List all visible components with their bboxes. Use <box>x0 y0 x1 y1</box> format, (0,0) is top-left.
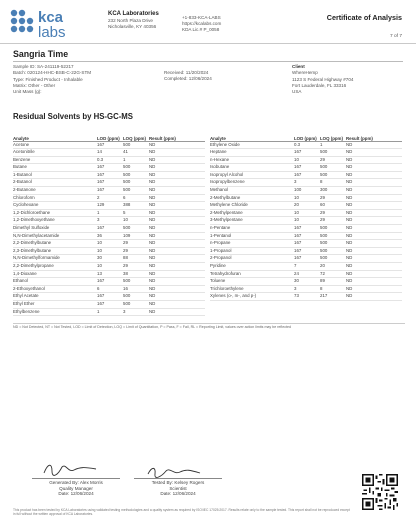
lod-cell: 73 <box>294 293 320 301</box>
result-cell: ND <box>346 187 402 195</box>
table-row <box>13 171 205 179</box>
lod-cell: 10 <box>97 247 123 255</box>
loq-cell: 29 <box>320 209 346 217</box>
lod-cell: 0.3 <box>294 141 320 149</box>
analyte-cell: 2-Propanol <box>210 255 294 263</box>
table-row <box>210 293 402 301</box>
result-cell: ND <box>149 278 205 286</box>
analyte-cell: Isobutane <box>210 164 294 172</box>
table-row <box>210 263 402 271</box>
divider <box>13 61 403 62</box>
table-row <box>13 308 205 316</box>
analyte-cell: n-Hexane <box>210 156 294 164</box>
table-row <box>210 255 402 263</box>
table-row <box>210 232 402 240</box>
loq-cell: 72 <box>320 270 346 278</box>
lod-cell: 167 <box>294 232 320 240</box>
lab-name: KCA Laboratories <box>108 11 159 17</box>
analyte-cell: 2,2-Dimethylbutane <box>13 240 97 248</box>
loq-cell: 500 <box>320 149 346 157</box>
result-cell: ND <box>149 270 205 278</box>
signature-date-1: Date: 12/06/2024 <box>58 491 94 497</box>
result-cell: ND <box>346 232 402 240</box>
result-cell: ND <box>346 156 402 164</box>
batch: Batch: 020124-HHC-BSB-C-22G-STM <box>13 70 92 76</box>
lod-cell: 3 <box>294 285 320 293</box>
document-title: Certificate of Analysis <box>326 13 402 22</box>
lab-license: KDA Lic.# P_0058 <box>182 27 220 32</box>
loq-cell: 6 <box>123 194 149 202</box>
loq-cell: 500 <box>320 225 346 233</box>
table-row <box>13 179 205 187</box>
lod-cell: 10 <box>97 240 123 248</box>
result-cell: ND <box>149 156 205 164</box>
loq-cell: 20 <box>320 263 346 271</box>
loq-cell: 500 <box>123 171 149 179</box>
lod-cell: 167 <box>97 293 123 301</box>
signature-image-1 <box>40 461 102 477</box>
tested-by: Tested By: Kelsey Rogers <box>151 480 205 485</box>
result-header: Result (ppm) <box>346 126 402 141</box>
table-row <box>210 209 402 217</box>
table-row <box>210 194 402 202</box>
table-row <box>210 247 402 255</box>
analyte-cell: Ethanol <box>13 278 97 286</box>
lod-cell: 167 <box>97 164 123 172</box>
loq-cell: 89 <box>320 278 346 286</box>
analyte-cell: Dimethyl Sulfoxide <box>13 225 97 233</box>
analyte-cell: 2-Butanone <box>13 187 97 195</box>
loq-cell: 3 <box>123 308 149 316</box>
table-row <box>13 187 205 195</box>
result-cell: ND <box>346 141 402 149</box>
lod-cell: 167 <box>97 179 123 187</box>
signature-image-2 <box>142 463 204 479</box>
analyte-cell: 3-Methylpentane <box>210 217 294 225</box>
analyte-cell: 1,2-Dichloroethane <box>13 209 97 217</box>
result-cell: ND <box>346 225 402 233</box>
lod-cell: 167 <box>97 187 123 195</box>
table-row <box>210 217 402 225</box>
table-header-row <box>13 126 205 141</box>
result-cell: ND <box>149 247 205 255</box>
lod-cell: 3 <box>97 217 123 225</box>
result-cell: ND <box>149 194 205 202</box>
table-row <box>13 232 205 240</box>
svg-text:kca: kca <box>38 9 64 26</box>
result-cell: ND <box>346 293 402 301</box>
table-row <box>13 225 205 233</box>
loq-cell: 29 <box>123 263 149 271</box>
lod-cell: 36 <box>97 232 123 240</box>
table-row <box>13 217 205 225</box>
loq-cell: 8 <box>320 285 346 293</box>
lod-cell: 24 <box>294 270 320 278</box>
result-cell: ND <box>149 225 205 233</box>
table-body-left <box>13 141 205 316</box>
client-address-2: Fort Lauderdale, FL 33316 <box>292 82 347 88</box>
signature-line-1 <box>32 478 120 479</box>
loq-cell: 10 <box>123 217 149 225</box>
lod-cell: 167 <box>294 247 320 255</box>
lod-header: LOD (ppm) <box>97 126 123 141</box>
loq-cell: 109 <box>123 232 149 240</box>
analyte-cell: 1,4-Dioxane <box>13 270 97 278</box>
lod-cell: 3 <box>294 179 320 187</box>
loq-cell: 29 <box>320 217 346 225</box>
loq-cell: 500 <box>320 232 346 240</box>
signer-role-2: Scientist <box>169 485 187 491</box>
result-cell: ND <box>149 209 205 217</box>
loq-cell: 500 <box>320 171 346 179</box>
table-row <box>13 194 205 202</box>
table-row <box>210 278 402 286</box>
legend: ND = Not Detected, NT = Not Tested, LOD = Limit of Detection, LOQ = Limit of Quantitation, P = Pass, F = Fail, RL = Reporting Limit, values over action limits may be reflected <box>13 323 405 329</box>
client-name: WhereHemp <box>292 70 318 76</box>
lod-cell: 167 <box>294 149 320 157</box>
result-cell: ND <box>149 232 205 240</box>
sample-id: Sample ID: SA-241119-52217 <box>13 64 74 69</box>
table-row <box>210 240 402 248</box>
loq-cell: 29 <box>320 156 346 164</box>
result-cell: ND <box>346 171 402 179</box>
loq-cell: 500 <box>123 278 149 286</box>
loq-cell: 60 <box>320 202 346 210</box>
loq-cell: 500 <box>320 255 346 263</box>
unit-mass: Unit Mass (g): <box>13 89 42 95</box>
lod-cell: 10 <box>294 156 320 164</box>
dates <box>164 70 212 83</box>
lod-cell: 2 <box>97 194 123 202</box>
table-row <box>210 202 402 210</box>
lod-cell: 13 <box>97 270 123 278</box>
analyte-cell: Ethyl Acetate <box>13 293 97 301</box>
loq-cell: 388 <box>123 202 149 210</box>
lod-cell: 167 <box>97 300 123 308</box>
result-cell: ND <box>149 141 205 149</box>
loq-cell: 500 <box>123 164 149 172</box>
result-cell: ND <box>149 240 205 248</box>
loq-cell: 500 <box>123 225 149 233</box>
analyte-cell: Butane <box>13 164 97 172</box>
result-header: Result (ppm) <box>149 126 205 141</box>
table-row <box>13 285 205 293</box>
section-title: Residual Solvents by HS-GC-MS <box>13 112 134 121</box>
result-cell: ND <box>346 263 402 271</box>
qr-code[interactable] <box>362 474 398 510</box>
signer-role-1: Quality Manager <box>59 485 93 491</box>
result-cell: ND <box>149 263 205 271</box>
analyte-cell: 2-Ethoxyethanol <box>13 285 97 293</box>
lod-cell: 167 <box>97 141 123 149</box>
lod-cell: 14 <box>97 149 123 157</box>
analyte-cell: 2-Methylbutane <box>210 194 294 202</box>
loq-cell: 500 <box>123 293 149 301</box>
analyte-cell: n-Pentane <box>210 225 294 233</box>
page-number: 7 of 7 <box>389 34 402 39</box>
lod-cell: 30 <box>294 278 320 286</box>
result-cell: ND <box>346 179 402 187</box>
result-cell: ND <box>149 187 205 195</box>
lab-info <box>108 10 159 30</box>
result-cell: ND <box>346 240 402 248</box>
table-row <box>13 164 205 172</box>
table-row <box>13 209 205 217</box>
analyte-cell: 2,2-Dimethylpropane <box>13 263 97 271</box>
loq-cell: 500 <box>123 187 149 195</box>
result-cell: ND <box>346 164 402 172</box>
lod-cell: 1 <box>97 308 123 316</box>
result-cell: ND <box>149 293 205 301</box>
result-cell: ND <box>346 194 402 202</box>
loq-cell: 38 <box>123 270 149 278</box>
client-label: Client <box>292 64 305 69</box>
loq-cell: 500 <box>123 179 149 187</box>
analyte-cell: Methylene Chloride <box>210 202 294 210</box>
lod-cell: 100 <box>294 187 320 195</box>
result-cell: ND <box>346 202 402 210</box>
svg-text:labs: labs <box>38 24 66 39</box>
loq-cell: 29 <box>123 247 149 255</box>
loq-cell: 1 <box>320 141 346 149</box>
analyte-cell: Benzene <box>13 156 97 164</box>
lod-cell: 30 <box>97 255 123 263</box>
result-cell: ND <box>149 149 205 157</box>
analyte-cell: Heptane <box>210 149 294 157</box>
result-cell: ND <box>346 209 402 217</box>
analyte-cell: Ethylbenzene <box>13 308 97 316</box>
table-header-row <box>210 126 402 141</box>
analyte-cell: Ethyl Ether <box>13 300 97 308</box>
analyte-cell: 1-Pentanol <box>210 232 294 240</box>
loq-cell: 300 <box>320 187 346 195</box>
client-country: USA <box>292 89 302 95</box>
table-row <box>13 293 205 301</box>
signature-block-1 <box>32 480 120 497</box>
table-row <box>210 156 402 164</box>
table-row <box>210 141 402 149</box>
table-row <box>210 171 402 179</box>
analyte-cell: Tetrahydrofuran <box>210 270 294 278</box>
loq-cell: 217 <box>320 293 346 301</box>
sample-details <box>13 64 91 95</box>
lod-header: LOD (ppm) <box>294 126 320 141</box>
lod-cell: 10 <box>294 194 320 202</box>
analyte-cell: Isopropyl Alcohol <box>210 171 294 179</box>
loq-cell: 1 <box>123 156 149 164</box>
lod-cell: 7 <box>294 263 320 271</box>
result-cell: ND <box>346 149 402 157</box>
loq-cell: 500 <box>320 240 346 248</box>
disclaimer: This product has been tested by KCA Laboratories using validated testing methodologies and a quality system as required by ISO/IEC 17025:2017. Results relate only to the sample tested. This report shall not be reproduced except in full without the written approval of KCA Laboratories. <box>13 508 350 516</box>
lab-phone: +1-833-KCA-LABS <box>182 15 221 20</box>
analyte-cell: 1,2-Dimethoxyethane <box>13 217 97 225</box>
analyte-cell: 2-Methylpentane <box>210 209 294 217</box>
lod-cell: 10 <box>294 217 320 225</box>
analyte-cell: Chloroform <box>13 194 97 202</box>
lod-cell: 167 <box>294 255 320 263</box>
loq-cell: 500 <box>123 141 149 149</box>
client-address-1: 1123 S Federal Highway #704 <box>292 76 354 82</box>
lod-cell: 1 <box>97 209 123 217</box>
analyte-cell: Ethylene Oxide <box>210 141 294 149</box>
lod-cell: 167 <box>97 278 123 286</box>
generated-by: Generated By: Alex Morris <box>49 480 103 485</box>
analyte-cell: Xylenes (o-, m-, and p-) <box>210 293 294 301</box>
signature-date-2: Date: 12/06/2024 <box>160 491 196 497</box>
table-row <box>13 278 205 286</box>
table-row <box>13 240 205 248</box>
received-date: Received: 11/20/2024 <box>164 70 209 75</box>
kca-labs-logo <box>8 7 104 39</box>
lab-website: https://kcalabs.com <box>182 21 222 26</box>
result-cell: ND <box>149 179 205 187</box>
lod-cell: 167 <box>294 240 320 248</box>
analyte-cell: 2-Butanol <box>13 179 97 187</box>
analyte-cell: N,N-Dimethylformamide <box>13 255 97 263</box>
lab-contact <box>182 15 221 33</box>
sample-name: Sangria Time <box>13 49 69 59</box>
signature-block-2 <box>134 480 222 497</box>
lod-cell: 167 <box>97 171 123 179</box>
result-cell: ND <box>149 308 205 316</box>
loq-cell: 5 <box>123 209 149 217</box>
header <box>0 0 416 44</box>
loq-cell: 29 <box>320 194 346 202</box>
analyte-cell: n-Propane <box>210 240 294 248</box>
lod-cell: 167 <box>294 225 320 233</box>
matrix: Matrix: Other - Other <box>13 82 56 88</box>
result-cell: ND <box>149 164 205 172</box>
result-cell: ND <box>149 255 205 263</box>
table-row <box>210 149 402 157</box>
sample-type: Type: Finished Product - Inhalable <box>13 76 83 82</box>
result-cell: ND <box>149 285 205 293</box>
table-row <box>13 149 205 157</box>
lod-cell: 20 <box>294 202 320 210</box>
result-cell: ND <box>346 285 402 293</box>
result-cell: ND <box>346 278 402 286</box>
analyte-header: Analyte <box>210 126 294 141</box>
loq-cell: 500 <box>320 247 346 255</box>
lod-cell: 10 <box>97 263 123 271</box>
table-row <box>210 270 402 278</box>
analyte-cell: Pyridine <box>210 263 294 271</box>
table-row <box>210 187 402 195</box>
analyte-header: Analyte <box>13 126 97 141</box>
table-row <box>210 164 402 172</box>
lod-cell: 10 <box>294 209 320 217</box>
completed-date: Completed: 12/06/2024 <box>164 76 212 82</box>
table-row <box>210 225 402 233</box>
table-body-right <box>210 141 402 300</box>
analyte-cell: 1-Propanol <box>210 247 294 255</box>
analyte-cell: 2,3-Dimethylbutane <box>13 247 97 255</box>
result-cell: ND <box>149 300 205 308</box>
result-cell: ND <box>346 255 402 263</box>
table-row <box>13 270 205 278</box>
solvents-table-left <box>13 126 205 316</box>
lab-address-1: 232 North Plaza Drive <box>108 18 153 23</box>
loq-cell: 500 <box>123 300 149 308</box>
loq-cell: 500 <box>320 164 346 172</box>
result-cell: ND <box>149 202 205 210</box>
result-cell: ND <box>346 247 402 255</box>
loq-cell: 29 <box>123 240 149 248</box>
lod-cell: 167 <box>294 171 320 179</box>
table-row <box>13 263 205 271</box>
loq-header: LOQ (ppm) <box>320 126 346 141</box>
loq-cell: 8 <box>320 179 346 187</box>
lod-cell: 129 <box>97 202 123 210</box>
lod-cell: 167 <box>294 164 320 172</box>
result-cell: ND <box>149 171 205 179</box>
result-cell: ND <box>149 217 205 225</box>
client-info <box>292 64 353 95</box>
analyte-cell: Methanol <box>210 187 294 195</box>
table-row <box>13 247 205 255</box>
table-row <box>13 255 205 263</box>
analyte-cell: Cyclohexane <box>13 202 97 210</box>
loq-header: LOQ (ppm) <box>123 126 149 141</box>
analyte-cell: Toluene <box>210 278 294 286</box>
table-row <box>13 156 205 164</box>
loq-cell: 16 <box>123 285 149 293</box>
analyte-cell: N,N-Dimethylacetamide <box>13 232 97 240</box>
lab-address-2: Nicholasville, KY 40356 <box>108 24 157 29</box>
analyte-cell: 1-Butanol <box>13 171 97 179</box>
table-row <box>13 300 205 308</box>
analyte-cell: Acetone <box>13 141 97 149</box>
signature-line-2 <box>134 478 222 479</box>
table-row <box>210 179 402 187</box>
table-row <box>13 202 205 210</box>
result-cell: ND <box>346 217 402 225</box>
analyte-cell: Acetonitrile <box>13 149 97 157</box>
lod-cell: 0.3 <box>97 156 123 164</box>
analyte-cell: Trichloroethylene <box>210 285 294 293</box>
table-row <box>210 285 402 293</box>
result-cell: ND <box>346 270 402 278</box>
lod-cell: 167 <box>97 225 123 233</box>
lod-cell: 6 <box>97 285 123 293</box>
solvents-table-right <box>210 126 402 301</box>
table-row <box>13 141 205 149</box>
loq-cell: 41 <box>123 149 149 157</box>
loq-cell: 88 <box>123 255 149 263</box>
analyte-cell: Isopropylbenzene <box>210 179 294 187</box>
